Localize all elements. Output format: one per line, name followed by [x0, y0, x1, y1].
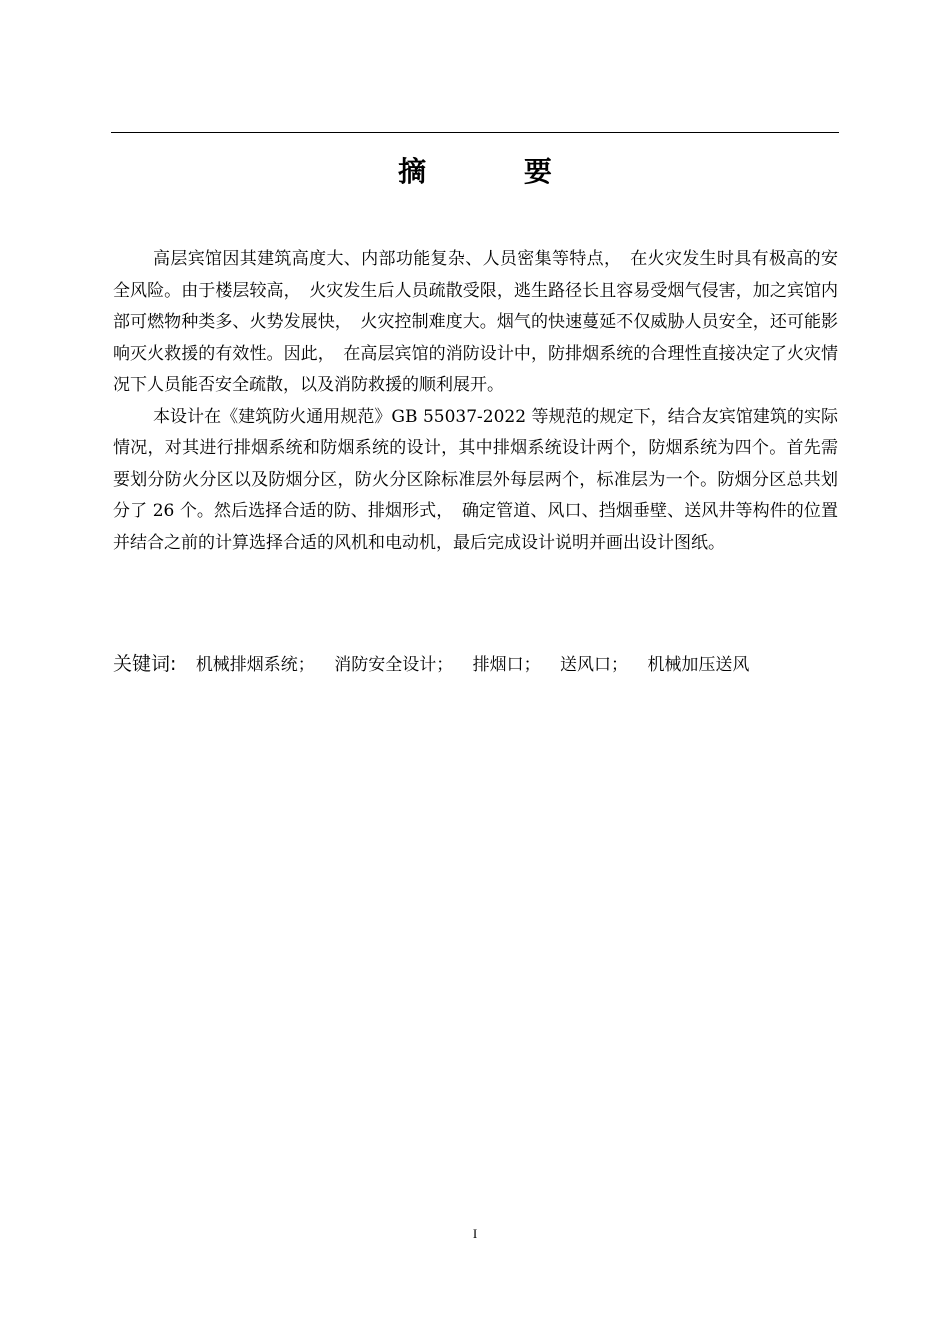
header-rule — [111, 132, 839, 133]
keywords-label: 关键词: — [113, 653, 177, 675]
abstract-body — [113, 244, 838, 559]
keyword-item: 机械加压送风 — [647, 655, 750, 675]
abstract-paragraph-1: 高层宾馆因其建筑高度大、内部功能复杂、人员密集等特点， 在火灾发生时具有极高的安全风险。由于楼层较高， 火灾发生后人员疏散受限，逃生路径长且容易受烟气侵害，加之宾馆内部可燃物种类多、火势发展快， 火灾控制难度大。烟气的快速蔓延不仅威胁人员安全，还可能影响灭火救援的有效性。因此， 在高层宾馆的消防设计中，防排烟系统的合理性直接决定了火灾情况下人员能否安全疏散，以及消防救援的顺利展开。 — [113, 249, 838, 395]
abstract-paragraph-2: 本设计在《建筑防火通用规范》GB 55037-2022 等规范的规定下，结合友宾馆建筑的实际情况，对其进行排烟系统和防烟系统的设计，其中排烟系统设计两个，防烟系统为四个。首先需要划分防火分区以及防烟分区，防火分区除标准层外每层两个，标准层为一个。防烟分区总共划分了 26 个。然后选择合适的防、排烟形式， 确定管道、风口、挡烟垂壁、送风井等构件的位置并结合之前的计算选择合适的风机和电动机，最后完成设计说明并画出设计图纸。 — [113, 406, 838, 553]
page-number: I — [472, 1226, 478, 1241]
keyword-item: 消防安全设计； — [334, 655, 454, 675]
keyword-item: 排烟口； — [472, 655, 541, 675]
page-title: 摘 要 — [398, 155, 596, 188]
keyword-item: 送风口； — [560, 655, 629, 675]
keyword-item: 机械排烟系统； — [195, 655, 315, 675]
keywords-line — [113, 648, 838, 681]
